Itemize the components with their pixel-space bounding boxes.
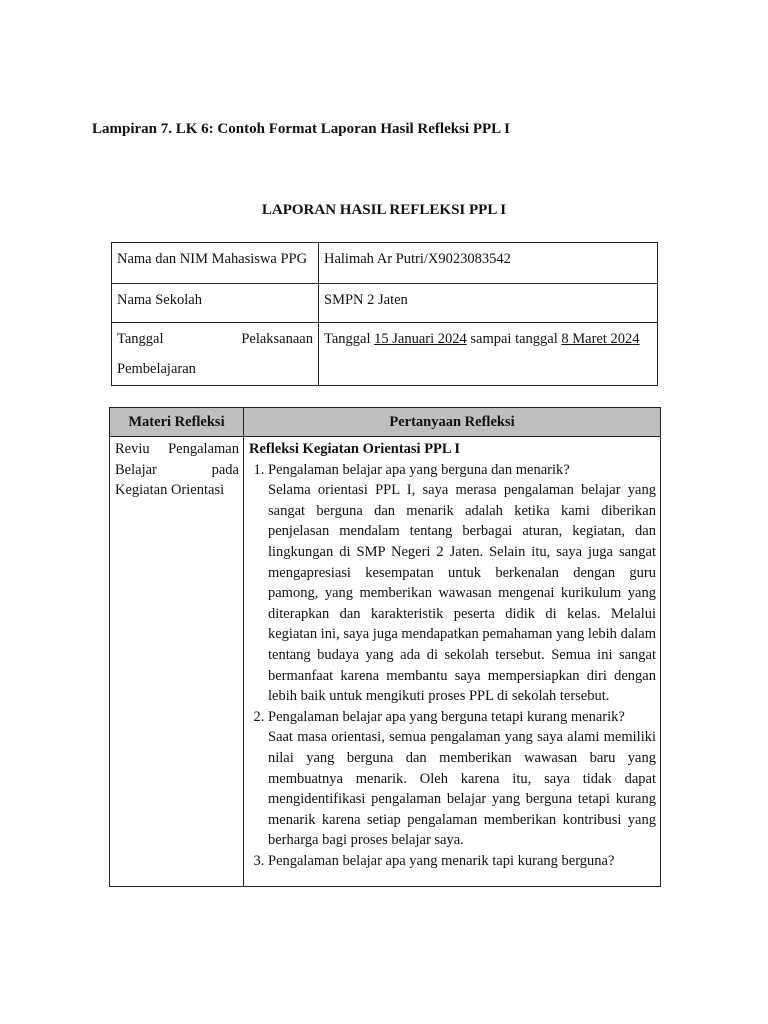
- date-end: 8 Maret 2024: [561, 331, 640, 347]
- report-title: LAPORAN HASIL REFLEKSI PPL I: [261, 202, 507, 218]
- list-item: [268, 707, 656, 851]
- reflection-table: [109, 407, 661, 887]
- table-header-row: [110, 408, 661, 437]
- appendix-title: Lampiran 7. LK 6: Contoh Format Laporan Hasil Refleksi PPL I: [92, 121, 510, 137]
- reflection-content: [244, 437, 661, 887]
- column-header-pertanyaan: Pertanyaan Refleksi: [244, 408, 661, 437]
- list-item: [268, 460, 656, 707]
- question-list: [249, 460, 656, 872]
- school-value: SMPN 2 Jaten: [319, 284, 658, 323]
- table-row: [112, 284, 658, 323]
- answer-text: Selama orientasi PPL I, saya merasa pengalaman belajar yang sangat berguna dan menarik adalah ketika kami diberikan penjelasan mendalam tentang berbagai aturan, kegiatan, dan lingkungan di SMP Negeri 2 Jaten. Selain itu, saya juga sangat mengapresiasi kesempatan untuk berkenalan dengan guru pamong, yang memberikan wawasan mengenai kurikulum yang diterapkan dan karakteristik peserta didik di kelas. Melalui kegiatan ini, saya juga mendapatkan pemahaman yang lebih dalam tentang budaya yang ada di sekolah tersebut. Semua ini sangat bermanfaat karena membantu saya mempersiapkan diri dengan lebih baik untuk mengikuti proses PPL di sekolah tersebut.: [268, 482, 656, 705]
- list-item: [268, 851, 656, 872]
- school-label: Nama Sekolah: [112, 284, 319, 323]
- table-row: [110, 437, 661, 887]
- table-row: [112, 243, 658, 284]
- reflection-topic: Reviu Pengalaman Belajar pada Kegiatan Orientasi: [110, 437, 244, 887]
- column-header-materi: Materi Refleksi: [110, 408, 244, 437]
- date-prefix: Tanggal: [324, 331, 371, 347]
- identity-table: [111, 242, 658, 386]
- date-value: [319, 323, 658, 386]
- date-start: 15 Januari 2024: [374, 331, 467, 347]
- name-value: Halimah Ar Putri/X9023083542: [319, 243, 658, 284]
- section-title: Refleksi Kegiatan Orientasi PPL I: [249, 441, 461, 457]
- date-middle: sampai tanggal: [470, 331, 558, 347]
- question-text: 2. Pengalaman belajar apa yang berguna tetapi kurang menarik?: [268, 708, 625, 725]
- date-label: Tanggal Pelaksanaan Pembelajaran: [117, 331, 313, 377]
- name-label: Nama dan NIM Mahasiswa PPG: [112, 243, 319, 284]
- answer-text: Saat masa orientasi, semua pengalaman yang saya alami memiliki nilai yang berguna dan memberikan wawasan baru yang membuatnya menarik. Oleh karena itu, saya tidak dapat mengidentifikasi pengalaman belajar yang berguna tetapi kurang menarik karena setiap pengalaman memberikan kontribusi yang berharga bagi proses belajar saya.: [268, 729, 656, 849]
- table-row: [112, 323, 658, 386]
- question-text: 1. Pengalaman belajar apa yang berguna dan menarik?: [268, 461, 570, 478]
- question-text: 3. Pengalaman belajar apa yang menarik tapi kurang berguna?: [268, 852, 615, 869]
